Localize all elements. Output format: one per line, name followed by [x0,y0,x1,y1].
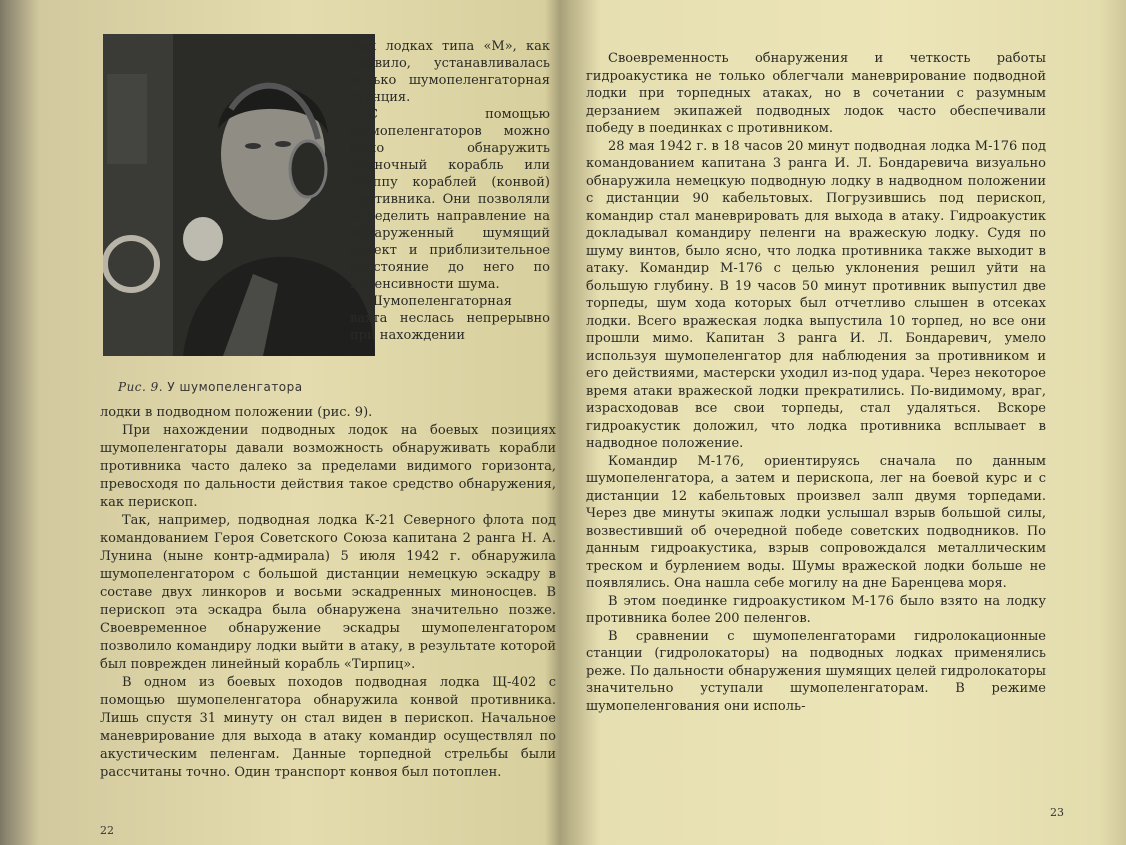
left-page-body [100,404,556,782]
beside-paragraph-2: С помощью шумопеленгаторов можно было обнаружить одиночный корабль или группу кораблей (конвой) противника. Они позволяли определить направление на обнаруженный шумящий объект и приблизительное расстояние до него по интенсивности шума. [350,107,550,292]
right-paragraph-4: В этом поединке гидроакустиком М-176 было взято на лодку противника более 200 пеленгов. [586,593,1046,626]
left-paragraph-1: лодки в подводном положении (рис. 9). [100,405,373,420]
sailor-photo [103,34,375,356]
left-page-number: 22 [100,824,114,837]
right-paragraph-3: Командир М-176, ориентируясь сначала по данным шумопеленгатора, а затем и перископа, лег на боевой курс и с дистанции 12 кабельтовых произвел залп двумя торпедами. Через две минуты экипаж лодки услышал взрыв большой силы, возвестивший об очередной победе советских подводников. По данным гидроакустика, взрыв сопровождался металлическим треском и бурлением воды. Шумы вражеской лодки больше не появлялись. Она нашла себе могилу на дне Баренцева моря. [586,453,1046,591]
beside-paragraph-3: Шумопеленгаторная вахта неслась непрерывно при нахождении [350,294,550,343]
beside-paragraph-1: ных лодках типа «М», как правило, устанавливалась только шумопеленгаторная станция. [350,39,550,105]
right-page-number: 23 [1050,806,1064,819]
figure-caption-text: У шумопеленгатора [163,380,303,394]
text-beside-photo [350,38,550,344]
left-paragraph-2: При нахождении подводных лодок на боевых позициях шумопеленгаторы давали возможность обнаруживать корабли противника часто далеко за пределами видимого горизонта, превосходя по дальности действия такое средство обнаружения, как перископ. [100,423,556,510]
right-paragraph-5: В сравнении с шумопеленгаторами гидролокационные станции (гидролокаторы) на подводных лодках применялись реже. По дальности обнаружения шумящих целей гидролокаторы значительно уступали шумопеленгаторам. В режиме шумопеленгования они исполь- [586,628,1046,714]
figure-caption [118,380,303,394]
left-paragraph-4: В одном из боевых походов подводная лодка Щ-402 с помощью шумопеленгатора обнаружила конвой противника. Лишь спустя 31 минуту он стал виден в перископ. Начальное маневрирование для выхода в атаку командир осуществлял по акустическим пеленгам. Данные торпедной стрельбы были рассчитаны точно. Один транспорт конвоя был потоплен. [100,675,556,780]
figure-caption-number: Рис. 9. [118,380,164,394]
left-paragraph-3: Так, например, подводная лодка К-21 Северного флота под командованием Героя Советского Союза капитана 2 ранга Н. А. Лунина (ныне контр-адмирала) 5 июля 1942 г. обнаружила шумопеленгатором с большой дистанции немецкую эскадру в составе двух линкоров и восьми эскадренных миноносцев. В перископ эта эскадра была обнаружена значительно позже. Своевременное обнаружение эскадры шумопеленгатором позволило командиру лодки выйти в атаку, в результате которой был поврежден линейный корабль «Тирпиц». [100,513,556,672]
left-page [48,0,558,845]
right-paragraph-2: 28 мая 1942 г. в 18 часов 20 минут подводная лодка М-176 под командованием капитана 3 ранга И. Л. Бондаревича визуально обнаружила немецкую подводную лодку в надводном положении с дистанции 90 кабельтовых. Погрузившись под перископ, командир стал маневрировать для выхода в атаку. Гидроакустик докладывал командиру пеленги на вражескую лодку. Судя по шуму винтов, было ясно, что лодка противника также выходит в атаку. Командир М-176 с целью уклонения решил уйти на большую глубину. В 19 часов 50 минут противник выпустил две торпеды, шум хода которых был отчетливо слышен в отсеках лодки. Всего вражеская лодка выпустила 10 торпед, но все они прошли мимо. Капитан 3 ранга И. Л. Бондаревич, умело используя шумопеленгатор для наблюдения за противником и его действиями, мастерски уходил из-под удара. Через некоторое время атаки вражеской лодки прекратились. По-видимому, враг, израсходовав все свои торпеды, стал удаляться. Вскоре гидроакустик доложил, что лодка противника всплывает в надводное положение. [586,138,1046,451]
right-page [580,0,1116,845]
sailor-with-headphones-illustration [103,34,375,356]
right-page-body [586,50,1046,715]
right-paragraph-1: Своевременность обнаружения и четкость работы гидроакустика не только облегчали маневрирование подводной лодки при торпедных атаках, но в сочетании с разумным дерзанием экипажей подводных лодок часто обеспечивали победу в поединках с противником. [586,51,1046,136]
